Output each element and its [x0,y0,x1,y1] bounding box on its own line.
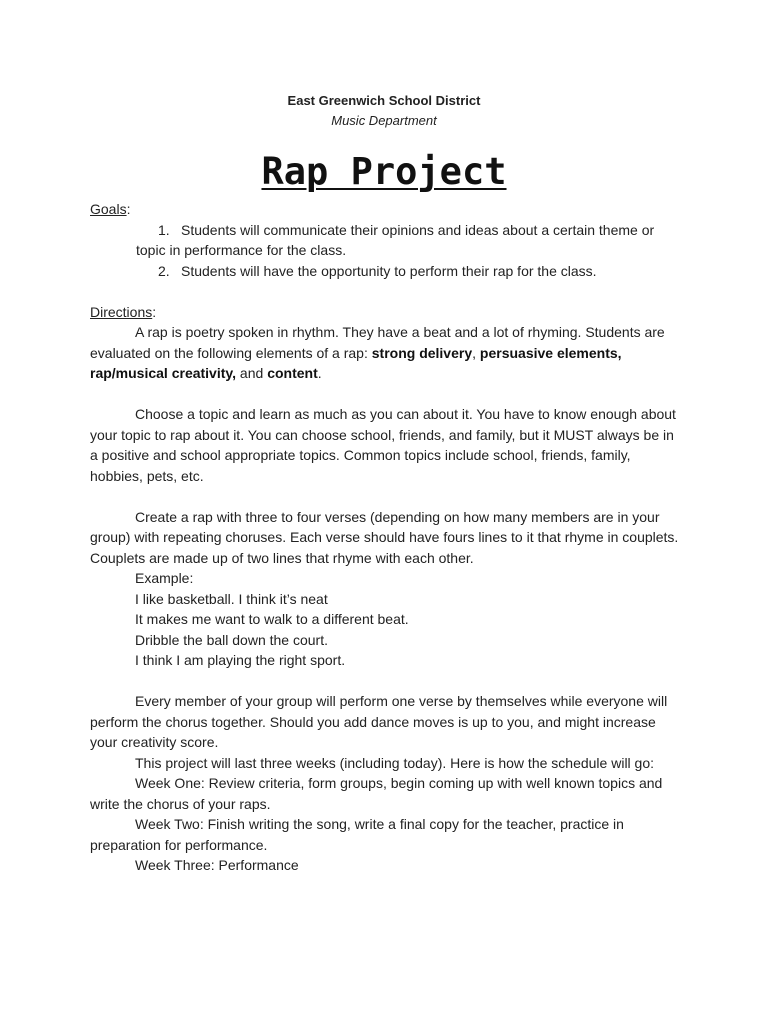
goal-text-1: Students will communicate their opinions and ideas about a certain theme or topic in performance for the class. [136,221,655,258]
schedule-week-three: Week Three: Performance [135,857,299,873]
performance-paragraph: Every member of your group will perform one verse by themselves while everyone will perform the chorus together. Should you add dance moves is up to you, and might increase your creativity score. [90,693,668,750]
department-name: Music Department [331,113,437,128]
goal-item-1 [90,220,680,261]
element-persuasive-creativity: persuasive elements, rap/musical creativity, [90,344,622,381]
goal-item-2 [90,261,680,282]
element-strong-delivery: strong delivery [371,344,473,361]
goal-number-2: 2. [158,262,170,279]
example-label: Example: [135,570,194,586]
example-line-1: I like basketball. I think it’s neat [135,590,328,607]
directions-heading-line: Directions: [90,303,157,320]
schedule-week-two: Week Two: Finish writing the song, write a final copy for the teacher, practice in preparation for performance. [90,816,624,853]
schedule-week-one: Week One: Review criteria, form groups, begin coming up with well known topics and write the chorus of your raps. [90,775,663,812]
topic-paragraph: Choose a topic and learn as much as you can about it. You have to know enough about your topic to rap about it. You can choose school, friends, and family, but it MUST always be in a positive and school appropriate topics. Common topics include school, friends, family, hobbies, pets, etc. [90,406,676,484]
goals-heading-line: Goals: [90,201,131,217]
document-body [90,199,680,876]
directions-intro-text: A rap is poetry spoken in rhythm. They have a beat and a lot of rhyming. Students are evaluated on the following elements of a rap: [90,324,665,361]
example-line-4: I think I am playing the right sport. [135,652,346,668]
example-line-2: It makes me want to walk to a different beat. [135,611,409,627]
goals-heading: Goals [90,201,127,217]
element-content: content [267,365,318,381]
schedule-intro: This project will last three weeks (including today). Here is how the schedule will go: [135,754,655,771]
example-line-3: Dribble the ball down the court. [135,631,328,648]
goal-number-1: 1. [158,221,170,238]
goal-text-2: Students will have the opportunity to perform their rap for the class. [181,262,597,279]
district-name: East Greenwich School District [287,93,481,108]
page-title: Rap Project [261,150,507,193]
directions-intro-and: and [236,365,268,381]
verse-paragraph: Create a rap with three to four verses (depending on how many members are in your group) with repeating choruses. Each verse should have fours lines to it that rhyme in couplets. Couplets are made up of two lines that rhyme with each other. [90,508,679,566]
directions-heading: Directions [90,303,153,320]
directions-intro: A rap is poetry spoken in rhythm. They have a beat and a lot of rhyming. Students are evaluated on the following elements of a rap: strong delivery, persuasive elements, rap/musical creativity, and content. [90,324,665,381]
